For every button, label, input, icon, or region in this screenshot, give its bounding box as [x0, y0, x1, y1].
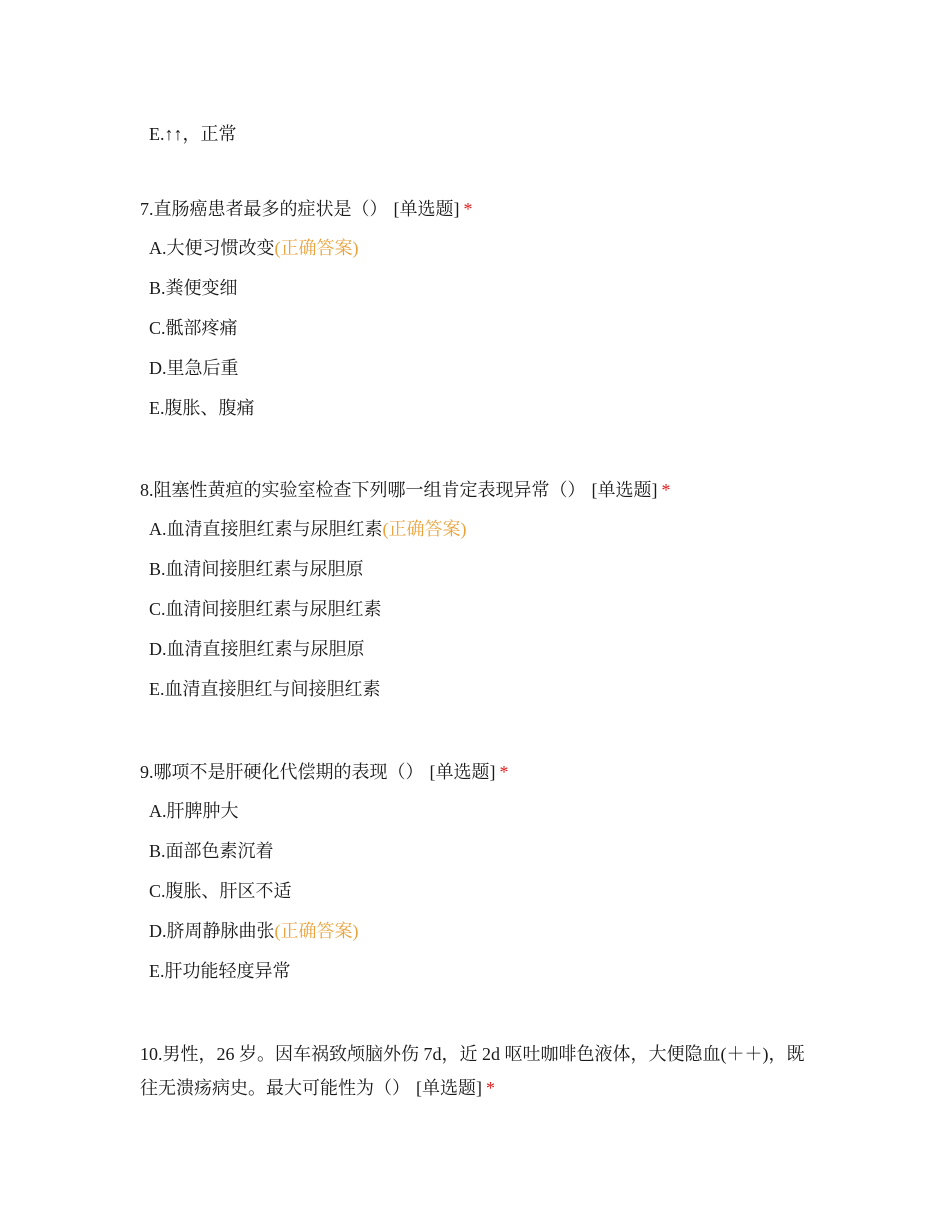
question-type: [单选题]: [416, 1078, 482, 1098]
question-text: 7.直肠癌患者最多的症状是（）: [140, 199, 388, 219]
question-title: [140, 755, 820, 789]
option-text: C.血清间接胆红素与尿胆红素: [149, 599, 382, 619]
option-a: [149, 517, 820, 541]
question-text: 10.男性，26 岁。因车祸致颅脑外伤 7d，近 2d 呕吐咖啡色液体，大便隐血(＋＋)，既往无溃疡病史。最大可能性为（）: [140, 1044, 805, 1098]
option-d: [149, 356, 820, 380]
correct-answer-tag: (正确答案): [274, 921, 359, 941]
correct-answer-tag: (正确答案): [274, 238, 359, 258]
option-e: [149, 396, 820, 420]
question-text: 8.阻塞性黄疸的实验室检查下列哪一组肯定表现异常（）: [140, 480, 586, 500]
required-star: *: [661, 480, 671, 500]
question-9: [140, 755, 820, 999]
option-text: D.脐周静脉曲张: [149, 921, 275, 941]
required-star: *: [486, 1078, 495, 1098]
option-text: C.腹胀、肝区不适: [149, 881, 292, 901]
correct-answer-tag: (正确答案): [382, 519, 467, 539]
option-text: A.肝脾肿大: [149, 801, 239, 821]
option-text: B.血清间接胆红素与尿胆原: [149, 559, 364, 579]
required-star: *: [499, 762, 509, 782]
required-star: *: [463, 199, 473, 219]
question-text: 9.哪项不是肝硬化代偿期的表现（）: [140, 762, 424, 782]
option-text: B.面部色素沉着: [149, 841, 274, 861]
question-type: [单选题]: [429, 762, 496, 782]
question-title: [140, 192, 820, 226]
option-b: [149, 839, 820, 863]
option-list: [149, 799, 820, 983]
option-c: [149, 597, 820, 621]
option-text: B.粪便变细: [149, 278, 238, 298]
question-type: [单选题]: [591, 480, 658, 500]
question-8: [140, 473, 820, 717]
option-text: C.骶部疼痛: [149, 318, 238, 338]
option-d: [149, 637, 820, 661]
question-title: [140, 1037, 820, 1105]
option-c: [149, 879, 820, 903]
option-a: [149, 236, 820, 260]
option-list: [149, 236, 820, 420]
option-e: [149, 959, 820, 983]
option-text: A.大便习惯改变: [149, 238, 275, 258]
option-e-previous-question: E.↑↑，正常: [149, 124, 237, 144]
question-7: [140, 192, 820, 436]
option-text: E.肝功能轻度异常: [149, 961, 291, 981]
option-text: A.血清直接胆红素与尿胆红素: [149, 519, 383, 539]
option-text: D.里急后重: [149, 358, 239, 378]
option-list: [149, 517, 820, 701]
option-e: [149, 677, 820, 701]
option-text: E.腹胀、腹痛: [149, 398, 255, 418]
option-b: [149, 276, 820, 300]
option-b: [149, 557, 820, 581]
question-title: [140, 473, 820, 507]
option-a: [149, 799, 820, 823]
option-text: E.血清直接胆红与间接胆红素: [149, 679, 381, 699]
option-c: [149, 316, 820, 340]
option-text: D.血清直接胆红素与尿胆原: [149, 639, 365, 659]
question-type: [单选题]: [393, 199, 460, 219]
option-d: [149, 919, 820, 943]
question-10: [140, 1037, 820, 1105]
